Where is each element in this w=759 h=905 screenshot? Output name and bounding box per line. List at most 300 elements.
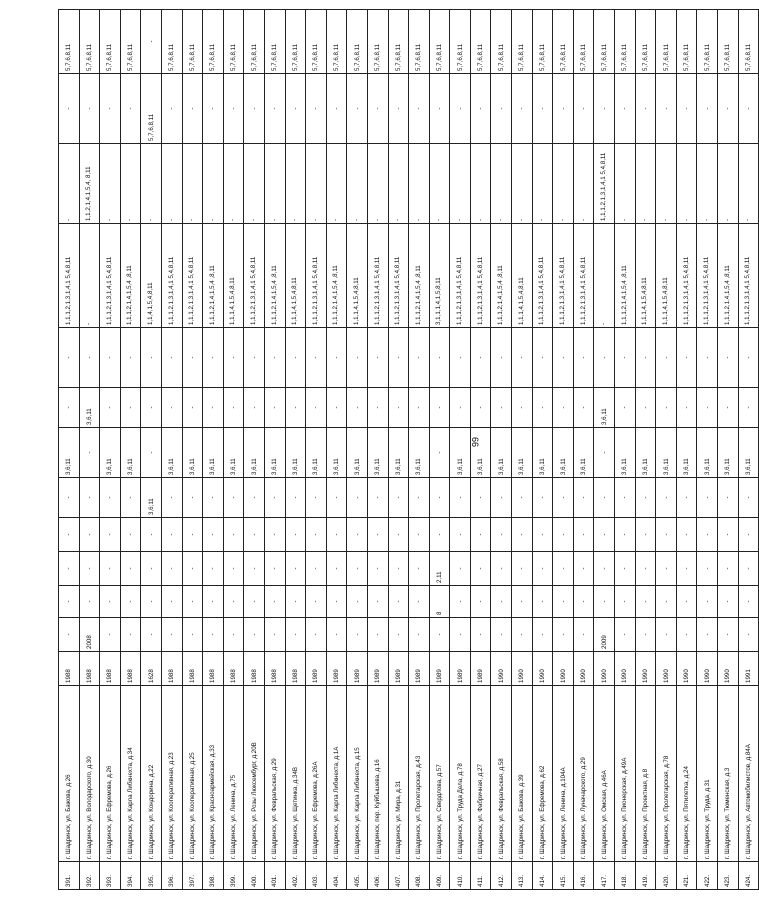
cell-col-6: - — [615, 518, 636, 552]
cell-work-codes: 1,1,1,2,1,4,1,5,4 ,8,11 — [615, 224, 636, 328]
cell-build-year: 1988 — [100, 652, 121, 686]
cell-col-10: - — [429, 328, 450, 388]
cell-build-year: 1988 — [59, 652, 80, 686]
cell-col-12: - — [718, 144, 739, 224]
cell-col-5: - — [100, 552, 121, 586]
cell-col-13: - — [367, 74, 388, 144]
cell-last-codes: - — [141, 10, 162, 74]
cell-col-8: 3,6,11 — [615, 428, 636, 478]
cell-repair-year: - — [244, 618, 265, 652]
cell-col-10: - — [223, 328, 244, 388]
cell-col-4: - — [59, 586, 80, 618]
cell-repair-year: - — [738, 618, 759, 652]
cell-work-codes: 1,1,1,2,1,4,1,5,4 ,8,11 — [203, 224, 224, 328]
cell-col-13: - — [203, 74, 224, 144]
cell-row-number: 394. — [120, 862, 141, 890]
cell-col-9: - — [635, 388, 656, 428]
cell-col-8: 3,6,11 — [573, 428, 594, 478]
cell-address: г. Шадринск, ул. Ефремова, д.26 — [100, 686, 121, 862]
cell-row-number: 395. — [141, 862, 162, 890]
cell-build-year: 1989 — [306, 652, 327, 686]
cell-row-number: 424. — [738, 862, 759, 890]
table-row — [512, 10, 533, 890]
cell-last-codes: 5,7,6,8,11 — [553, 10, 574, 74]
cell-row-number: 404. — [326, 862, 347, 890]
cell-work-codes: 1,1,1,2,1,3,1,4,1 5,4,8,11 — [388, 224, 409, 328]
cell-col-12: - — [285, 144, 306, 224]
cell-col-13: - — [635, 74, 656, 144]
cell-repair-year: 2009 — [594, 618, 615, 652]
table-body — [59, 10, 759, 890]
cell-col-6: - — [429, 518, 450, 552]
cell-col-12: - — [223, 144, 244, 224]
cell-repair-year: - — [182, 618, 203, 652]
cell-build-year: 1989 — [367, 652, 388, 686]
cell-col-7: - — [79, 478, 100, 518]
cell-col-10: - — [512, 328, 533, 388]
cell-address: г. Шадринск, ул. Проектная, д.8 — [635, 686, 656, 862]
cell-address: г. Шадринск, ул. Красноармейская, д.33 — [203, 686, 224, 862]
cell-build-year: 1990 — [553, 652, 574, 686]
cell-build-year: 1989 — [429, 652, 450, 686]
cell-col-6: - — [573, 518, 594, 552]
cell-build-year: 1988 — [120, 652, 141, 686]
cell-col-13: 5,7,6,8,11 — [141, 74, 162, 144]
cell-col-7: - — [553, 478, 574, 518]
cell-col-10: - — [182, 328, 203, 388]
cell-row-number: 407. — [388, 862, 409, 890]
table-row — [718, 10, 739, 890]
cell-address: г. Шадринск, ул. Кооперативная, д.23 — [161, 686, 182, 862]
cell-address: г. Шадринск, ул. Карла Либкнехта, д.1А — [326, 686, 347, 862]
cell-col-5: - — [470, 552, 491, 586]
cell-col-13: - — [491, 74, 512, 144]
cell-build-year: 1989 — [470, 652, 491, 686]
cell-repair-year: - — [615, 618, 636, 652]
cell-col-13: - — [182, 74, 203, 144]
cell-col-9: - — [223, 388, 244, 428]
cell-col-6: - — [306, 518, 327, 552]
cell-col-8: - — [79, 428, 100, 478]
cell-col-10: - — [738, 328, 759, 388]
cell-col-5: - — [388, 552, 409, 586]
cell-col-6: - — [676, 518, 697, 552]
cell-row-number: 392. — [79, 862, 100, 890]
cell-address: г. Шадринск, ул. Ефремова, д.26А — [306, 686, 327, 862]
cell-work-codes: 1,1,1,4,1,5,4,8,11 — [512, 224, 533, 328]
cell-build-year: 1990 — [491, 652, 512, 686]
cell-col-6: - — [388, 518, 409, 552]
cell-row-number: 421. — [676, 862, 697, 890]
cell-row-number: 397. — [182, 862, 203, 890]
cell-col-10: - — [676, 328, 697, 388]
cell-col-10: - — [285, 328, 306, 388]
cell-last-codes: 5,7,6,8,11 — [347, 10, 368, 74]
cell-row-number: 406. — [367, 862, 388, 890]
cell-build-year: 1990 — [532, 652, 553, 686]
cell-repair-year: - — [100, 618, 121, 652]
cell-col-4: - — [450, 586, 471, 618]
cell-col-4: - — [594, 586, 615, 618]
cell-col-10: - — [718, 328, 739, 388]
cell-last-codes: 5,7,6,8,11 — [120, 10, 141, 74]
cell-col-12: - — [656, 144, 677, 224]
cell-col-7: - — [120, 478, 141, 518]
cell-col-4: - — [347, 586, 368, 618]
table-row — [656, 10, 677, 890]
cell-col-13: - — [512, 74, 533, 144]
table-row — [470, 10, 491, 890]
cell-col-5: - — [203, 552, 224, 586]
cell-col-12: - — [120, 144, 141, 224]
cell-col-7: - — [656, 478, 677, 518]
cell-row-number: 423. — [718, 862, 739, 890]
cell-col-4: - — [161, 586, 182, 618]
cell-col-5: - — [161, 552, 182, 586]
cell-col-7: - — [635, 478, 656, 518]
cell-col-12: - — [388, 144, 409, 224]
cell-col-4: - — [491, 586, 512, 618]
cell-row-number: 410. — [450, 862, 471, 890]
cell-col-6: - — [450, 518, 471, 552]
cell-col-7: - — [718, 478, 739, 518]
cell-col-8: 3,6,11 — [285, 428, 306, 478]
cell-row-number: 419. — [635, 862, 656, 890]
table-row — [285, 10, 306, 890]
cell-col-7: - — [738, 478, 759, 518]
page-number: 66 — [470, 436, 481, 448]
cell-repair-year: - — [120, 618, 141, 652]
cell-row-number: 403. — [306, 862, 327, 890]
cell-col-5: - — [409, 552, 430, 586]
cell-col-4: - — [738, 586, 759, 618]
cell-col-9: - — [59, 388, 80, 428]
cell-col-6: - — [491, 518, 512, 552]
cell-address: г. Шадринск, ул. Труда, д.31 — [697, 686, 718, 862]
cell-col-9: - — [697, 388, 718, 428]
cell-col-10: - — [573, 328, 594, 388]
cell-last-codes: 5,7,6,8,11 — [512, 10, 533, 74]
cell-col-13: - — [223, 74, 244, 144]
cell-last-codes: 5,7,6,8,11 — [367, 10, 388, 74]
cell-col-13: - — [264, 74, 285, 144]
cell-col-10: - — [367, 328, 388, 388]
cell-col-4: - — [635, 586, 656, 618]
cell-last-codes: 5,7,6,8,11 — [697, 10, 718, 74]
cell-col-10: - — [244, 328, 265, 388]
table-row — [532, 10, 553, 890]
cell-col-7: - — [347, 478, 368, 518]
cell-last-codes: 5,7,6,8,11 — [223, 10, 244, 74]
cell-repair-year: - — [450, 618, 471, 652]
cell-build-year: 1988 — [203, 652, 224, 686]
cell-col-9: - — [182, 388, 203, 428]
cell-col-9: - — [306, 388, 327, 428]
cell-col-6: - — [100, 518, 121, 552]
housing-table — [58, 9, 759, 890]
cell-col-12: 1,1,2,1,4,1,5,4, 8,11 — [79, 144, 100, 224]
cell-repair-year: - — [532, 618, 553, 652]
cell-repair-year: - — [697, 618, 718, 652]
cell-col-5: - — [512, 552, 533, 586]
cell-col-13: - — [656, 74, 677, 144]
cell-col-6: - — [203, 518, 224, 552]
cell-col-12: - — [347, 144, 368, 224]
cell-last-codes: 5,7,6,8,11 — [615, 10, 636, 74]
cell-row-number: 418. — [615, 862, 636, 890]
cell-col-7: - — [388, 478, 409, 518]
cell-col-12: - — [182, 144, 203, 224]
cell-col-5: - — [141, 552, 162, 586]
cell-repair-year: - — [491, 618, 512, 652]
cell-address: г. Шадринск, ул. Фабричная, д.27 — [470, 686, 491, 862]
cell-col-5: - — [738, 552, 759, 586]
cell-address: г. Шадринск, ул. Ленина, д.104А — [553, 686, 574, 862]
cell-col-4: - — [388, 586, 409, 618]
cell-col-9: - — [326, 388, 347, 428]
cell-row-number: 391. — [59, 862, 80, 890]
cell-row-number: 396. — [161, 862, 182, 890]
cell-build-year: 1628 — [141, 652, 162, 686]
cell-address: г. Шадринск, ул. Мира, д.31 — [388, 686, 409, 862]
cell-row-number: 405. — [347, 862, 368, 890]
cell-repair-year: - — [203, 618, 224, 652]
cell-col-7: - — [244, 478, 265, 518]
table-row — [409, 10, 430, 890]
cell-col-12: - — [59, 144, 80, 224]
cell-row-number: 411. — [470, 862, 491, 890]
cell-address: г. Шадринск, ул. Автомобилистов, д.84А — [738, 686, 759, 862]
cell-col-10: - — [491, 328, 512, 388]
cell-col-13: - — [615, 74, 636, 144]
cell-col-12: - — [635, 144, 656, 224]
table-row — [347, 10, 368, 890]
cell-col-6: - — [532, 518, 553, 552]
cell-col-7: - — [100, 478, 121, 518]
cell-build-year: 1989 — [347, 652, 368, 686]
table-row — [388, 10, 409, 890]
cell-col-8: 3,6,11 — [367, 428, 388, 478]
cell-work-codes: - — [594, 224, 615, 328]
cell-row-number: 420. — [656, 862, 677, 890]
cell-col-4: - — [141, 586, 162, 618]
cell-col-13: - — [100, 74, 121, 144]
cell-last-codes: 5,7,6,8,11 — [326, 10, 347, 74]
cell-work-codes: 1,1,1,2,1,3,1,4,1 5,4,8,11 — [182, 224, 203, 328]
cell-row-number: 422. — [697, 862, 718, 890]
cell-col-13: - — [161, 74, 182, 144]
cell-col-9: - — [738, 388, 759, 428]
cell-col-4: - — [79, 586, 100, 618]
cell-col-6: - — [182, 518, 203, 552]
cell-col-7: - — [532, 478, 553, 518]
table-row — [203, 10, 224, 890]
cell-col-6: - — [738, 518, 759, 552]
cell-col-13: - — [697, 74, 718, 144]
cell-col-7: - — [59, 478, 80, 518]
cell-col-6: - — [120, 518, 141, 552]
cell-work-codes: 1,1,1,2,1,3,1,4,1 5,4,8,11 — [450, 224, 471, 328]
cell-work-codes: 1,1,1,2,1,4,1,5,4 ,8,11 — [409, 224, 430, 328]
cell-repair-year: - — [553, 618, 574, 652]
table-row — [120, 10, 141, 890]
cell-col-9: - — [532, 388, 553, 428]
cell-repair-year: - — [409, 618, 430, 652]
cell-col-5: - — [491, 552, 512, 586]
cell-work-codes: 1,1,1,2,1,4,1,5,4 ,8,11 — [264, 224, 285, 328]
cell-col-10: - — [79, 328, 100, 388]
cell-col-10: - — [203, 328, 224, 388]
table-row — [573, 10, 594, 890]
cell-col-9: - — [409, 388, 430, 428]
cell-build-year: 1990 — [635, 652, 656, 686]
cell-col-13: - — [306, 74, 327, 144]
cell-col-10: - — [326, 328, 347, 388]
cell-work-codes: 1,1,1,2,1,3,1,4,1 5,4,8,11 — [470, 224, 491, 328]
cell-col-5: - — [450, 552, 471, 586]
cell-address: г. Шадринск, ул. Пролетарская, д.78 — [656, 686, 677, 862]
cell-address: г. Шадринск, ул. Труда Дела, д.78 — [450, 686, 471, 862]
cell-col-12: - — [161, 144, 182, 224]
cell-row-number: 399. — [223, 862, 244, 890]
cell-col-5: - — [59, 552, 80, 586]
cell-col-6: - — [553, 518, 574, 552]
cell-last-codes: 5,7,6,8,11 — [718, 10, 739, 74]
cell-address: г. Шадринск, ул. Володарского, д.30 — [79, 686, 100, 862]
cell-repair-year: - — [306, 618, 327, 652]
cell-row-number: 401. — [264, 862, 285, 890]
cell-build-year: 1989 — [326, 652, 347, 686]
cell-repair-year: - — [367, 618, 388, 652]
cell-work-codes: 1,1,1,2,1,3,1,4,1 5,4,8,11 — [59, 224, 80, 328]
cell-work-codes: 1,1,1,4,1,5,4,8,11 — [656, 224, 677, 328]
cell-col-9: - — [367, 388, 388, 428]
cell-col-13: - — [429, 74, 450, 144]
cell-col-10: - — [470, 328, 491, 388]
cell-build-year: 1988 — [285, 652, 306, 686]
cell-col-5: - — [573, 552, 594, 586]
cell-col-4: - — [264, 586, 285, 618]
cell-col-12: - — [409, 144, 430, 224]
cell-col-12: - — [367, 144, 388, 224]
cell-col-7: - — [306, 478, 327, 518]
cell-col-5: - — [347, 552, 368, 586]
cell-col-9: - — [244, 388, 265, 428]
cell-col-9: - — [285, 388, 306, 428]
cell-col-9: - — [512, 388, 533, 428]
cell-col-12: - — [100, 144, 121, 224]
cell-col-4: - — [409, 586, 430, 618]
cell-col-13: - — [450, 74, 471, 144]
table-row — [306, 10, 327, 890]
cell-col-8: 3,6,11 — [491, 428, 512, 478]
cell-col-5: - — [285, 552, 306, 586]
cell-col-13: - — [326, 74, 347, 144]
cell-work-codes: 1,1,1,2,1,3,1,4,1 5,4,8,11 — [100, 224, 121, 328]
cell-last-codes: 5,7,6,8,11 — [161, 10, 182, 74]
cell-col-8: 3,6,11 — [347, 428, 368, 478]
cell-col-10: - — [697, 328, 718, 388]
table-row — [429, 10, 450, 890]
cell-col-5: - — [79, 552, 100, 586]
cell-col-10: - — [306, 328, 327, 388]
cell-row-number: 393. — [100, 862, 121, 890]
cell-work-codes: 1,1,4,1,5,4,8,11 — [141, 224, 162, 328]
cell-col-10: - — [388, 328, 409, 388]
cell-address: г. Шадринск, ул. Ленина, д.75 — [223, 686, 244, 862]
cell-col-6: - — [718, 518, 739, 552]
table-row — [491, 10, 512, 890]
cell-col-9: - — [615, 388, 636, 428]
cell-repair-year: - — [512, 618, 533, 652]
table-row — [182, 10, 203, 890]
cell-col-13: - — [388, 74, 409, 144]
cell-col-8: 3,6,11 — [244, 428, 265, 478]
cell-col-10: - — [635, 328, 656, 388]
cell-col-5: - — [635, 552, 656, 586]
cell-repair-year: - — [326, 618, 347, 652]
cell-last-codes: 5,7,6,8,11 — [594, 10, 615, 74]
cell-build-year: 1991 — [738, 652, 759, 686]
cell-repair-year: - — [223, 618, 244, 652]
cell-last-codes: 5,7,6,8,11 — [203, 10, 224, 74]
cell-col-8: 3,6,11 — [326, 428, 347, 478]
cell-repair-year: - — [429, 618, 450, 652]
cell-last-codes: 5,7,6,8,11 — [450, 10, 471, 74]
cell-address: г. Шадринск, ул. Тюменская, д.3 — [718, 686, 739, 862]
cell-col-9: 3,6,11 — [79, 388, 100, 428]
cell-col-10: - — [656, 328, 677, 388]
cell-col-6: - — [161, 518, 182, 552]
cell-col-13: - — [676, 74, 697, 144]
cell-col-9: - — [656, 388, 677, 428]
cell-col-8: 3,6,11 — [738, 428, 759, 478]
cell-repair-year: - — [635, 618, 656, 652]
cell-work-codes: 1,1,1,2,1,4,1,5,4 ,8,11 — [718, 224, 739, 328]
cell-address: г. Шадринск, ул. Луначарского, д.29 — [573, 686, 594, 862]
cell-col-8: - — [594, 428, 615, 478]
table-row — [697, 10, 718, 890]
cell-col-8: 3,6,11 — [264, 428, 285, 478]
cell-col-10: - — [100, 328, 121, 388]
cell-col-7: - — [203, 478, 224, 518]
table-row — [79, 10, 100, 890]
cell-repair-year: - — [264, 618, 285, 652]
cell-col-9: - — [718, 388, 739, 428]
cell-col-5: - — [244, 552, 265, 586]
cell-col-7: - — [512, 478, 533, 518]
cell-col-4: - — [285, 586, 306, 618]
cell-col-12: - — [491, 144, 512, 224]
cell-col-7: - — [470, 478, 491, 518]
cell-col-9: - — [161, 388, 182, 428]
cell-col-8: 3,6,11 — [120, 428, 141, 478]
cell-col-13: - — [553, 74, 574, 144]
cell-last-codes: 5,7,6,8,11 — [409, 10, 430, 74]
cell-address: г. Шадринск, ул. Пятилетка, д.24 — [676, 686, 697, 862]
cell-row-number: 408. — [409, 862, 430, 890]
cell-last-codes: 5,7,6,8,11 — [738, 10, 759, 74]
cell-row-number: 412. — [491, 862, 512, 890]
cell-col-7: - — [676, 478, 697, 518]
cell-work-codes: 1,1,1,2,1,4,1,5,4 ,8,11 — [326, 224, 347, 328]
cell-col-8: 3,6,11 — [656, 428, 677, 478]
cell-col-8: - — [429, 428, 450, 478]
cell-row-number: 402. — [285, 862, 306, 890]
cell-col-8: 3,6,11 — [100, 428, 121, 478]
cell-last-codes: 5,7,6,8,11 — [676, 10, 697, 74]
cell-col-4: - — [656, 586, 677, 618]
